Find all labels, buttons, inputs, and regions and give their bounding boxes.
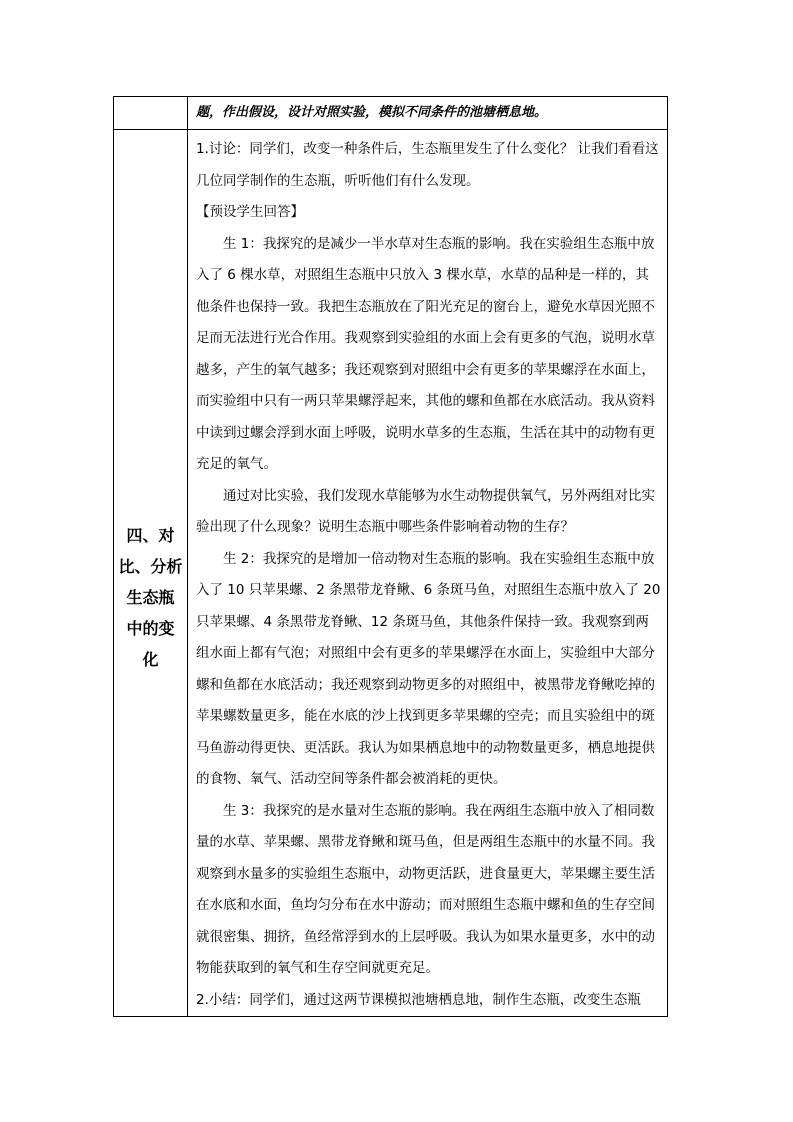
summary-paragraph: 2.小结：同学们，通过这两节课模拟池塘栖息地，制作生态瓶，改变生态瓶 xyxy=(196,991,641,1008)
header-left-cell xyxy=(114,97,188,130)
transition-paragraph: 通过对比实验，我们发现水草能够为水生动物提供氧气，另外两组对比实验出现了什么现象？说明生态瓶中哪些条件影响着动物的生存？ xyxy=(196,487,655,535)
section-title-line: 比、分析 xyxy=(118,556,183,576)
student-2-paragraph: 生 2：我探究的是增加一倍动物对生态瓶的影响。我在实验组生态瓶中放入了 10 只苹果螺、2 条黑带龙脊鳅、6 条斑马鱼，对照组生态瓶中放入了 20 只苹果螺、4 条黑带龙脊鳅、12 条斑马鱼，其他条件保持一致。我观察到两组水面上都有气泡；对照组中会有更多的苹果螺浮在水面上，实验组中大部分螺和鱼都在水底活动；我还观察到动物更多的对照组中，被黑带龙脊鳅吃掉的苹果螺数量更多，能在水底的沙上找到更多苹果螺的空壳；而且实验组中的斑马鱼游动得更快、更活跃。我认为如果栖息地中的动物数量更多，栖息地提供的食物、氧气、活动空间等条件都会被消耗的更快。 xyxy=(196,550,661,787)
section-title-line: 四、对 xyxy=(126,525,175,545)
section-title-cell xyxy=(114,130,188,1017)
student-1-paragraph: 生 1：我探究的是减少一半水草对生态瓶的影响。我在实验组生态瓶中放入了 6 棵水草，对照组生态瓶中只放入 3 棵水草，水草的品种是一样的，其他条件也保持一致。我把生态瓶放在了阳光充足的窗台上，避免水草因光照不足而无法进行光合作用。我观察到实验组的水面上会有更多的气泡，说明水草越多，产生的氧气越多；我还观察到对照组中会有更多的苹果螺浮在水面上，而实验组中只有一两只苹果螺浮起来，其他的螺和鱼都在水底活动。我从资料中读到过螺会浮到水面上呼吸，说明水草多的生态瓶，生活在其中的动物有更充足的氧气。 xyxy=(196,235,655,472)
table-row xyxy=(114,97,668,130)
lesson-table xyxy=(113,96,668,1017)
preset-answer-heading: 【预设学生回答】 xyxy=(196,204,304,220)
section-title-line: 生态瓶 xyxy=(126,587,175,607)
discussion-paragraph: 1.讨论：同学们，改变一种条件后，生态瓶里发生了什么变化？ 让我们看看这几位同学制作的生态瓶，听听他们有什么发现。 xyxy=(196,141,659,189)
header-right-cell: 题，作出假设，设计对照实验，模拟不同条件的池塘栖息地。 xyxy=(188,97,668,130)
student-3-paragraph: 生 3：我探究的是水量对生态瓶的影响。我在两组生态瓶中放入了相同数量的水草、苹果螺、黑带龙脊鳅和斑马鱼，但是两组生态瓶中的水量不同。我观察到水量多的实验组生态瓶中，动物更活跃，进食量更大，苹果螺主要生活在水底和水面，鱼均匀分布在水中游动；而对照组生态瓶中螺和鱼的生存空间就很密集、拥挤，鱼经常浮到水的上层呼吸。我认为如果水量更多，水中的动物能获取到的氧气和生存空间就更充足。 xyxy=(196,802,655,976)
section-title-line: 中的变 xyxy=(126,618,175,638)
section-title-line: 化 xyxy=(142,649,159,669)
section-content-cell xyxy=(188,130,668,1017)
table-row xyxy=(114,130,668,1017)
